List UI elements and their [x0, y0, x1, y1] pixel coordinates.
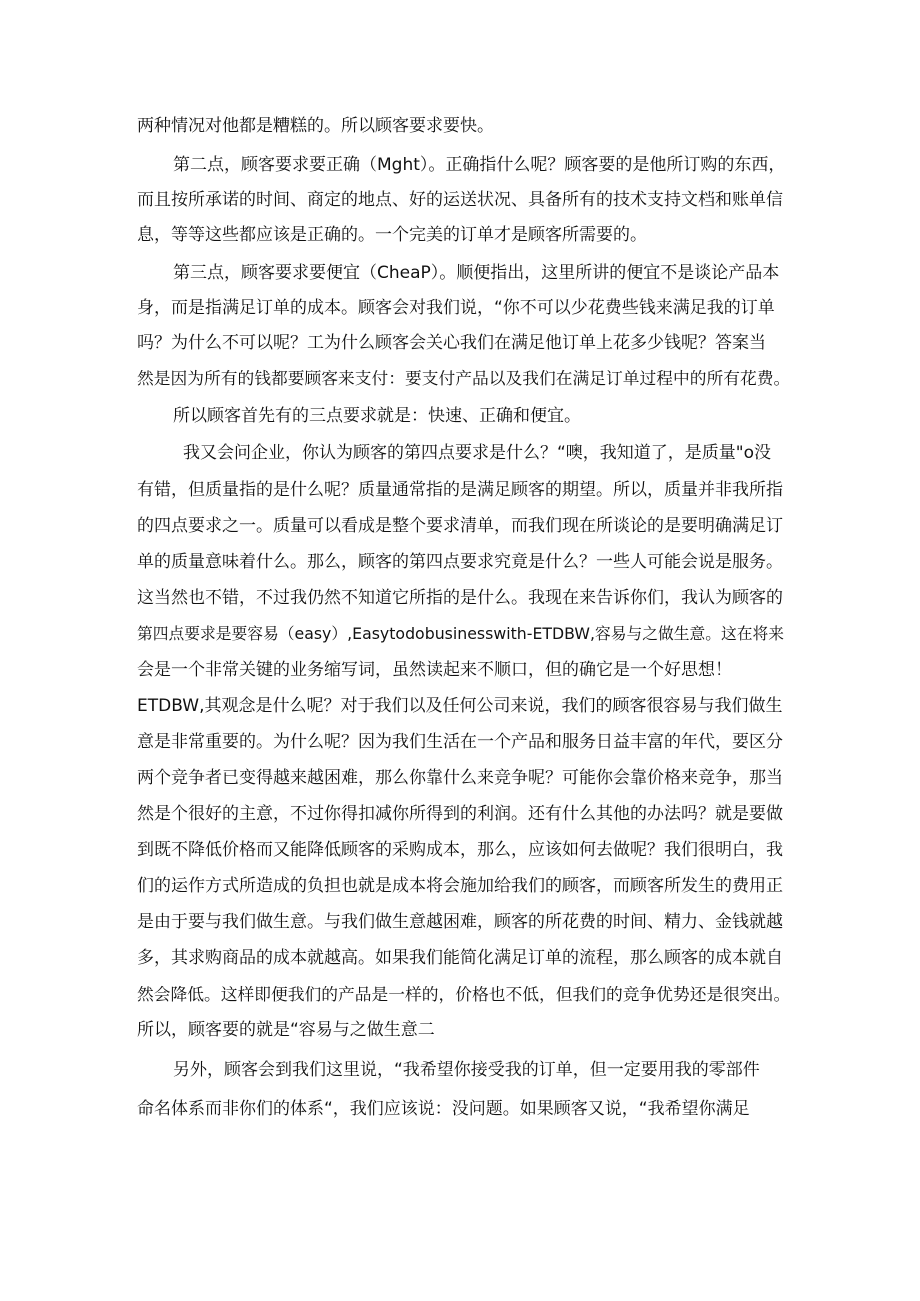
text-line: 两种情况对他都是糟糕的。所以顾客要求要快。: [137, 116, 494, 136]
text-line: 而且按所承诺的时间、商定的地点、好的运送状况、具备所有的技术支持文档和账单信: [137, 190, 783, 210]
text-line: 的四点要求之一。质量可以看成是整个要求清单，而我们现在所谈论的是要明确满足订: [137, 516, 783, 536]
text-line: 然会降低。这样即便我们的产品是一样的，价格也不低，但我们的竞争优势还是很突出。: [137, 984, 791, 1004]
paragraph-first-line: 另外，顾客会到我们这里说，“我希望你接受我的订单，但一定要用我的零部件: [173, 1060, 760, 1080]
text-line: 到既不降低价格而又能降低顾客的采购成本，那么，应该如何去做呢？我们很明白，我: [137, 840, 783, 860]
text-line: 吗？为什么不可以呢？工为什么顾客会关心我们在满足他订单上花多少钱呢？答案当: [137, 333, 766, 353]
text-line: 然是因为所有的钱都要顾客来支付：要支付产品以及我们在满足订单过程中的所有花费。: [137, 368, 791, 388]
text-line: 息，等等这些都应该是正确的。一个完美的订单才是顾客所需要的。: [137, 225, 647, 245]
text-line: 身，而是指满足订单的成本。顾客会对我们说，“你不可以少花费些钱来满足我的订单: [137, 298, 775, 318]
text-line: 会是一个非常关键的业务缩写词，虽然读起来不顺口，但的确它是一个好思想！: [137, 660, 732, 680]
text-line: 是由于要与我们做生意。与我们做生意越困难，顾客的所花费的时间、精力、金钱就越: [137, 912, 783, 932]
paragraph-first-line: 第二点，顾客要求要正确（Mght）。正确指什么呢？顾客要的是他所订购的东西，: [173, 155, 786, 175]
text-line: 这当然也不错，不过我仍然不知道它所指的是什么。我现在来告诉你们，我认为顾客的: [137, 588, 783, 608]
text-line: 有错，但质量指的是什么呢？质量通常指的是满足顾客的期望。所以，质量并非我所指: [137, 480, 783, 500]
paragraph-first-line: 所以顾客首先有的三点要求就是：快速、正确和便宜。: [173, 406, 581, 426]
text-line: 两个竞争者已变得越来越困难，那么你靠什么来竞争呢？可能你会靠价格来竞争，那当: [137, 768, 783, 788]
text-line: 多，其求购商品的成本就越高。如果我们能简化满足订单的流程，那么顾客的成本就自: [137, 948, 783, 968]
text-line: 命名体系而非你们的体系“，我们应该说：没问题。如果顾客又说，“我希望你满足: [137, 1099, 750, 1119]
text-line: 单的质量意味着什么。那么，顾客的第四点要求究竟是什么？一些人可能会说是服务。: [137, 552, 783, 572]
paragraph-first-line: 第三点，顾客要求要便宜（CheaP）。顺便指出，这里所讲的便宜不是谈论产品本: [173, 263, 780, 283]
text-line: ETDBW,其观念是什么呢？对于我们以及任何公司来说，我们的顾客很容易与我们做生: [137, 696, 783, 716]
text-line: 第四点要求是要容易（easy）,Easytodobusinesswith-ETDBW,容易与之做生意。这在将来: [137, 624, 784, 643]
text-line: 意是非常重要的。为什么呢？因为我们生活在一个产品和服务日益丰富的年代，要区分: [137, 732, 783, 752]
paragraph-first-line: 我又会问企业，你认为顾客的第四点要求是什么？“噢，我知道了，是质量"o没: [183, 443, 772, 463]
text-line: 然是个很好的主意，不过你得扣减你所得到的利润。还有什么其他的办法吗？就是要做: [137, 804, 783, 824]
text-line: 所以，顾客要的就是“容易与之做生意二: [137, 1020, 435, 1040]
text-line: 们的运作方式所造成的负担也就是成本将会施加给我们的顾客，而顾客所发生的费用正: [137, 876, 783, 896]
